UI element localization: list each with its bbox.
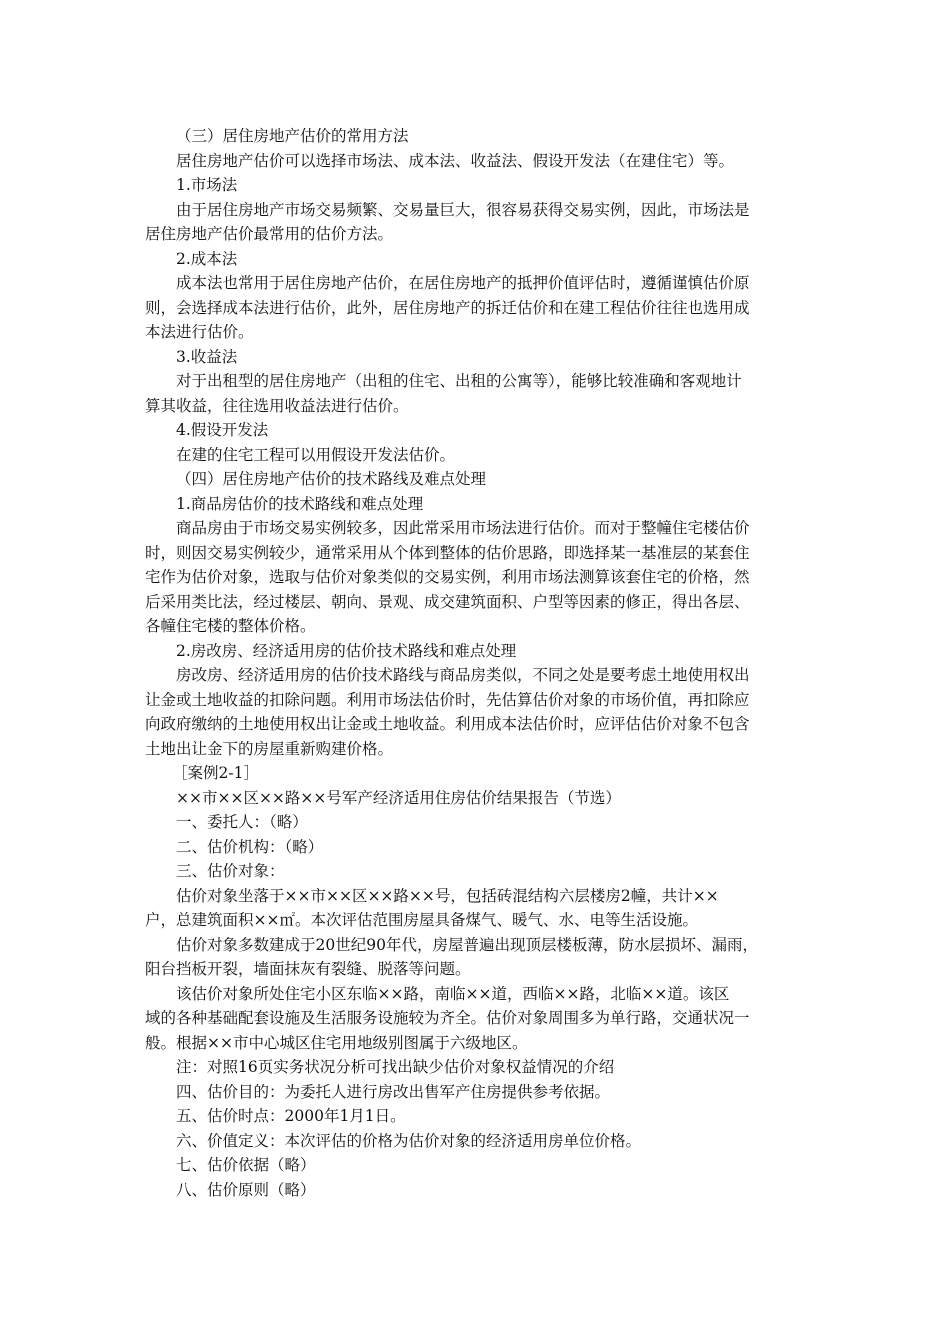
subsection-heading: 1.商品房估价的技术路线和难点处理 (176, 494, 424, 513)
subsection-heading: 1.市场法 (176, 176, 238, 194)
paragraph-line: 阳台挡板开裂，墙面抹灰有裂缝、脱落等问题。 (145, 960, 471, 978)
subsection-heading: 2.成本法 (176, 249, 238, 268)
paragraph-line: 房改房、经济适用房的估价技术路线与商品房类似，不同之处是要考虑土地使用权出 (176, 666, 750, 684)
report-item: 三、估价对象： (176, 862, 285, 880)
paragraph-line: 估价对象坐落于××市××区××路××号，包括砖混结构六层楼房2幢，共计×× (176, 886, 719, 905)
paragraph-line: 算其收益，往往选用收益法进行估价。 (145, 396, 409, 415)
section-heading: （三）居住房地产估价的常用方法 (176, 127, 409, 145)
subsection-heading: 3.收益法 (176, 347, 238, 366)
case-label: ［案例2-1］ (172, 764, 259, 782)
report-item: 六、价值定义：本次评估的价格为估价对象的经济适用房单位价格。 (176, 1131, 642, 1150)
paragraph-line: 成本法也常用于居住房地产估价，在居住房地产的抵押价值评估时，遵循谨慎估价原 (176, 274, 750, 292)
section-heading: （四）居住房地产估价的技术路线及难点处理 (176, 470, 487, 488)
paragraph-line: 后采用类比法，经过楼层、朝向、景观、成交建筑面积、户型等因素的修正，得出各层、 (145, 592, 750, 611)
report-item: 五、估价时点：2000年1月1日。 (176, 1107, 406, 1125)
paragraph-line: 居住房地产估价最常用的估价方法。 (145, 225, 394, 243)
subsection-heading: 2.房改房、经济适用房的估价技术路线和难点处理 (176, 641, 517, 660)
report-item: 二、估价机构：（略） (176, 837, 324, 856)
subsection-heading: 4.假设开发法 (176, 421, 269, 439)
paragraph-line: 由于居住房地产市场交易频繁、交易量巨大，很容易获得交易实例，因此，市场法是 (176, 200, 750, 219)
paragraph-line: 商品房由于市场交易实例较多，因此常采用市场法进行估价。而对于整幢住宅楼估价 (176, 519, 750, 537)
paragraph-line: 对于出租型的居住房地产（出租的住宅、出租的公寓等），能够比较准确和客观地计 (176, 372, 742, 390)
report-item: 八、估价原则（略） (176, 1180, 316, 1199)
paragraph-line: 时，则因交易实例较少，通常采用从个体到整体的估价思路，即选择某一基准层的某套住 (145, 543, 750, 562)
note-line: 注：对照16页实务状况分析可找出缺少估价对象权益情况的介绍 (176, 1058, 615, 1076)
paragraph-line: 各幢住宅楼的整体价格。 (145, 617, 316, 635)
report-item: 一、委托人：（略） (176, 813, 308, 831)
report-item: 四、估价目的：为委托人进行房改出售军产住房提供参考依据。 (176, 1082, 611, 1101)
paragraph-line: 域的各种基础配套设施及生活服务设施较为齐全。估价对象周围多为单行路，交通状况一 (145, 1009, 750, 1027)
paragraph-line: 土地出让金下的房屋重新购建价格。 (145, 739, 394, 758)
paragraph-line: 宅作为估价对象，选取与估价对象类似的交易实例，利用市场法测算该套住宅的价格，然 (145, 568, 750, 586)
paragraph-line: 让金或土地收益的扣除问题。利用市场法估价时，先估算估价对象的市场价值，再扣除应 (145, 690, 750, 709)
paragraph-line: 则，会选择成本法进行估价，此外，居住房地产的拆迁估价和在建工程估价往往也选用成 (145, 298, 750, 317)
document-body (145, 124, 805, 1202)
paragraph-line: 在建的住宅工程可以用假设开发法估价。 (176, 445, 456, 464)
paragraph-line: 居住房地产估价可以选择市场法、成本法、收益法、假设开发法（在建住宅）等。 (176, 151, 735, 170)
report-title: ××市××区××路××号军产经济适用住房估价结果报告（节选） (176, 788, 621, 807)
paragraph-line: 该估价对象所处住宅小区东临××路，南临××道，西临××路，北临××道。该区 (176, 984, 730, 1003)
paragraph-line: 户，总建筑面积××㎡。本次评估范围房屋具备煤气、暖气、水、电等生活设施。 (145, 911, 698, 929)
paragraph-line: 估价对象多数建成于20世纪90年代，房屋普遍出现顶层楼板薄，防水层损坏、漏雨， (176, 935, 758, 954)
paragraph-line: 本法进行估价。 (145, 323, 254, 341)
report-item: 七、估价依据（略） (176, 1156, 316, 1174)
paragraph-line: 向政府缴纳的土地使用权出让金或土地收益。利用成本法估价时，应评估估价对象不包含 (145, 715, 750, 733)
paragraph-line: 般。根据××市中心城区住宅用地级别图属于六级地区。 (145, 1033, 528, 1052)
